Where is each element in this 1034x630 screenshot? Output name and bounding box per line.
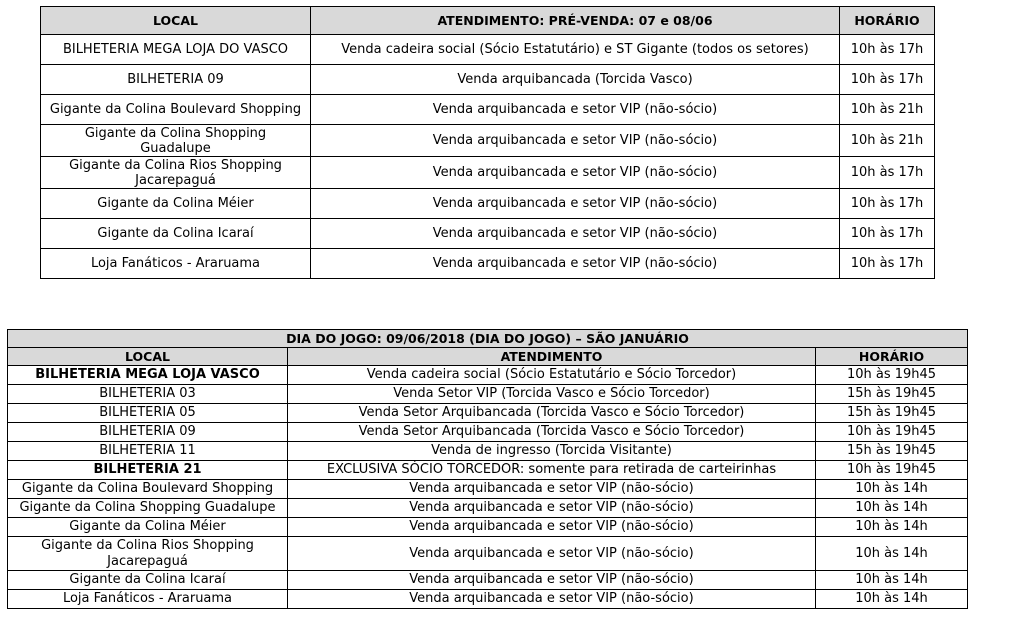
cell-local: Gigante da Colina Icaraí bbox=[41, 219, 311, 249]
cell-atendimento: Venda Setor VIP (Torcida Vasco e Sócio Torcedor) bbox=[288, 385, 816, 404]
cell-local: BILHETERIA 09 bbox=[8, 423, 288, 442]
cell-atendimento: Venda cadeira social (Sócio Estatutário e Sócio Torcedor) bbox=[288, 366, 816, 385]
table-row bbox=[8, 537, 968, 571]
cell-atendimento: Venda arquibancada e setor VIP (não-sócio) bbox=[288, 590, 816, 609]
table-row bbox=[8, 404, 968, 423]
cell-local: Loja Fanáticos - Araruama bbox=[41, 249, 311, 279]
cell-horario: 10h às 14h bbox=[816, 518, 968, 537]
cell-atendimento: Venda arquibancada (Torcida Vasco) bbox=[311, 65, 840, 95]
table-title: DIA DO JOGO: 09/06/2018 (DIA DO JOGO) – SÃO JANUÁRIO bbox=[8, 330, 968, 348]
table-row bbox=[8, 590, 968, 609]
table-row bbox=[8, 366, 968, 385]
table-row bbox=[41, 249, 935, 279]
cell-atendimento: Venda arquibancada e setor VIP (não-sócio) bbox=[311, 219, 840, 249]
cell-local: Gigante da Colina Rios Shopping Jacarepaguá bbox=[8, 537, 288, 571]
table-row bbox=[41, 189, 935, 219]
cell-horario: 10h às 21h bbox=[840, 125, 935, 157]
column-header-horario: HORÁRIO bbox=[816, 348, 968, 366]
table-row bbox=[41, 219, 935, 249]
cell-local: Gigante da Colina Shopping Guadalupe bbox=[41, 125, 311, 157]
cell-horario: 15h às 19h45 bbox=[816, 404, 968, 423]
cell-local: Gigante da Colina Boulevard Shopping bbox=[8, 480, 288, 499]
table-row bbox=[8, 480, 968, 499]
cell-atendimento: Venda arquibancada e setor VIP (não-sócio) bbox=[288, 571, 816, 590]
cell-atendimento: Venda Setor Arquibancada (Torcida Vasco e Sócio Torcedor) bbox=[288, 404, 816, 423]
cell-local: BILHETERIA 09 bbox=[41, 65, 311, 95]
table-row bbox=[41, 157, 935, 189]
cell-atendimento: Venda arquibancada e setor VIP (não-sócio) bbox=[311, 95, 840, 125]
cell-horario: 10h às 19h45 bbox=[816, 423, 968, 442]
cell-local: Loja Fanáticos - Araruama bbox=[8, 590, 288, 609]
table-row bbox=[8, 423, 968, 442]
cell-local: Gigante da Colina Icaraí bbox=[8, 571, 288, 590]
cell-local: BILHETERIA 21 bbox=[8, 461, 288, 480]
table-title-row bbox=[8, 330, 968, 348]
table-row bbox=[41, 95, 935, 125]
table-header-row bbox=[41, 7, 935, 35]
cell-local: Gigante da Colina Méier bbox=[8, 518, 288, 537]
column-header-atendimento: ATENDIMENTO bbox=[288, 348, 816, 366]
table-row bbox=[8, 442, 968, 461]
cell-atendimento: Venda arquibancada e setor VIP (não-sócio) bbox=[311, 189, 840, 219]
cell-atendimento: Venda arquibancada e setor VIP (não-sócio) bbox=[288, 518, 816, 537]
cell-atendimento: Venda arquibancada e setor VIP (não-sócio) bbox=[288, 537, 816, 571]
cell-horario: 10h às 19h45 bbox=[816, 461, 968, 480]
cell-horario: 10h às 14h bbox=[816, 571, 968, 590]
cell-local: Gigante da Colina Rios Shopping Jacarepaguá bbox=[41, 157, 311, 189]
cell-local: BILHETERIA 03 bbox=[8, 385, 288, 404]
cell-horario: 10h às 17h bbox=[840, 249, 935, 279]
table-row bbox=[41, 35, 935, 65]
cell-atendimento: Venda Setor Arquibancada (Torcida Vasco e Sócio Torcedor) bbox=[288, 423, 816, 442]
table-row bbox=[8, 518, 968, 537]
cell-horario: 15h às 19h45 bbox=[816, 385, 968, 404]
cell-horario: 10h às 14h bbox=[816, 499, 968, 518]
cell-local: BILHETERIA MEGA LOJA VASCO bbox=[8, 366, 288, 385]
table-header-row bbox=[8, 348, 968, 366]
table-row bbox=[8, 571, 968, 590]
cell-horario: 10h às 14h bbox=[816, 537, 968, 571]
table-row bbox=[8, 461, 968, 480]
cell-horario: 15h às 19h45 bbox=[816, 442, 968, 461]
table-row bbox=[8, 499, 968, 518]
cell-horario: 10h às 21h bbox=[840, 95, 935, 125]
table-row bbox=[41, 125, 935, 157]
table-row bbox=[41, 65, 935, 95]
cell-atendimento: Venda arquibancada e setor VIP (não-sócio) bbox=[311, 249, 840, 279]
column-header-atendimento: ATENDIMENTO: PRÉ-VENDA: 07 e 08/06 bbox=[311, 7, 840, 35]
cell-local: Gigante da Colina Shopping Guadalupe bbox=[8, 499, 288, 518]
cell-atendimento: Venda arquibancada e setor VIP (não-sócio) bbox=[288, 499, 816, 518]
cell-horario: 10h às 19h45 bbox=[816, 366, 968, 385]
cell-atendimento: Venda arquibancada e setor VIP (não-sócio) bbox=[311, 125, 840, 157]
column-header-local: LOCAL bbox=[41, 7, 311, 35]
cell-horario: 10h às 17h bbox=[840, 35, 935, 65]
cell-atendimento: Venda cadeira social (Sócio Estatutário) e ST Gigante (todos os setores) bbox=[311, 35, 840, 65]
cell-horario: 10h às 17h bbox=[840, 189, 935, 219]
pre-sale-schedule-table bbox=[40, 6, 935, 279]
cell-horario: 10h às 17h bbox=[840, 157, 935, 189]
cell-local: BILHETERIA MEGA LOJA DO VASCO bbox=[41, 35, 311, 65]
cell-local: BILHETERIA 05 bbox=[8, 404, 288, 423]
cell-atendimento: Venda de ingresso (Torcida Visitante) bbox=[288, 442, 816, 461]
cell-local: Gigante da Colina Boulevard Shopping bbox=[41, 95, 311, 125]
cell-horario: 10h às 17h bbox=[840, 219, 935, 249]
cell-horario: 10h às 14h bbox=[816, 590, 968, 609]
column-header-local: LOCAL bbox=[8, 348, 288, 366]
cell-horario: 10h às 14h bbox=[816, 480, 968, 499]
cell-local: Gigante da Colina Méier bbox=[41, 189, 311, 219]
game-day-schedule-table bbox=[7, 329, 968, 609]
cell-atendimento: Venda arquibancada e setor VIP (não-sócio) bbox=[311, 157, 840, 189]
table-row bbox=[8, 385, 968, 404]
cell-atendimento: Venda arquibancada e setor VIP (não-sócio) bbox=[288, 480, 816, 499]
cell-horario: 10h às 17h bbox=[840, 65, 935, 95]
cell-atendimento: EXCLUSIVA SÓCIO TORCEDOR: somente para retirada de carteirinhas bbox=[288, 461, 816, 480]
column-header-horario: HORÁRIO bbox=[840, 7, 935, 35]
cell-local: BILHETERIA 11 bbox=[8, 442, 288, 461]
